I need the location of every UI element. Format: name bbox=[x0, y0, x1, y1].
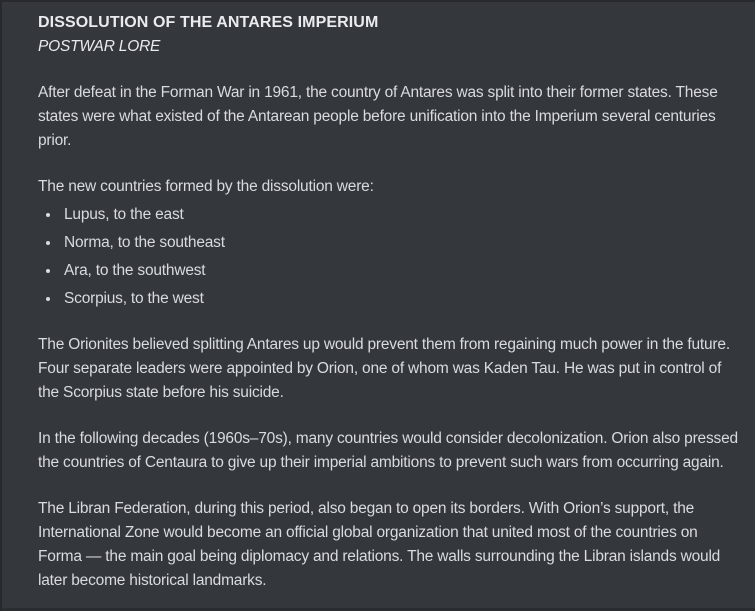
list-item-norma: • Norma, to the southeast bbox=[61, 231, 738, 255]
paragraph-dissolution: After defeat in the Forman War in 1961, the country of Antares was split into their former states. These states were what existed of the Antarean people before unification into the Imperium several centuries prior. bbox=[38, 84, 718, 149]
document-subtitle: POSTWAR LORE bbox=[38, 38, 161, 55]
list-item-ara: • Ara, to the southwest bbox=[61, 259, 738, 283]
new-countries-list bbox=[38, 203, 738, 311]
list-item-scorpius: • Scorpius, to the west bbox=[61, 287, 738, 311]
paragraph-decolonization: In the following decades (1960s–70s), many countries would consider decolonization. Orion also pressed the countries of Centaura to give up their imperial ambitions to prevent such wars from occurring again. bbox=[38, 430, 738, 471]
list-intro: The new countries formed by the dissolution were: bbox=[38, 178, 374, 195]
paragraph-orionites: The Orionites believed splitting Antares up would prevent them from regaining much power in the future. Four separate leaders were appointed by Orion, one of whom was Kaden Tau. He was put in control of the Scorpius state before his suicide. bbox=[38, 336, 730, 401]
paragraph-libran: The Libran Federation, during this period, also began to open its borders. With Orion’s support, the International Zone would become an official global organization that united most of the countries on Forma — the main goal being diplomacy and relations. The walls surrounding the Libran islands would later become historical landmarks. bbox=[38, 500, 721, 589]
list-item-lupus: • Lupus, to the east bbox=[61, 203, 738, 227]
document-title: DISSOLUTION OF THE ANTARES IMPERIUM bbox=[38, 14, 379, 31]
